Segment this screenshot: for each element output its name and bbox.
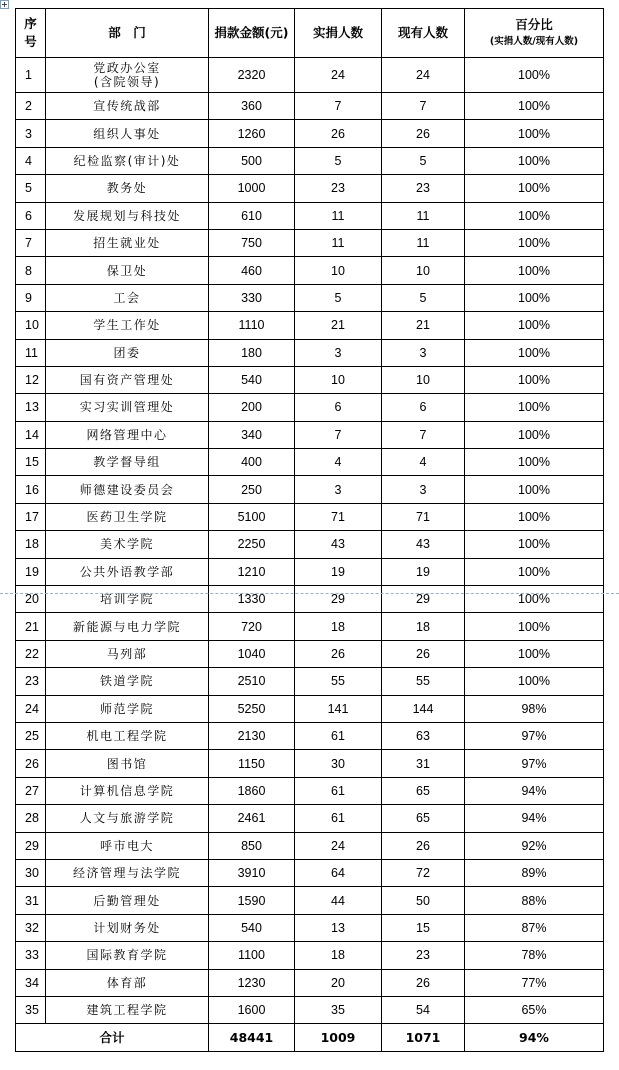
table-row bbox=[16, 777, 604, 804]
row-dept: 师范学院 bbox=[46, 695, 209, 722]
row-percent: 77% bbox=[465, 969, 604, 996]
header-amount: 捐款金额(元) bbox=[209, 9, 295, 58]
row-index: 34 bbox=[16, 969, 46, 996]
row-dept: 后勤管理处 bbox=[46, 887, 209, 914]
row-index: 21 bbox=[16, 613, 46, 640]
row-actual: 5 bbox=[295, 147, 382, 174]
row-actual: 5 bbox=[295, 284, 382, 311]
row-amount: 5250 bbox=[209, 695, 295, 722]
row-current: 23 bbox=[382, 942, 465, 969]
row-amount: 330 bbox=[209, 284, 295, 311]
row-current: 26 bbox=[382, 640, 465, 667]
row-actual: 29 bbox=[295, 586, 382, 613]
row-current: 55 bbox=[382, 668, 465, 695]
total-current: 1071 bbox=[382, 1024, 465, 1052]
row-current: 4 bbox=[382, 449, 465, 476]
row-dept: 建筑工程学院 bbox=[46, 996, 209, 1023]
row-percent: 100% bbox=[465, 93, 604, 120]
row-amount: 5100 bbox=[209, 503, 295, 530]
row-dept bbox=[46, 58, 209, 93]
row-dept: 实习实训管理处 bbox=[46, 394, 209, 421]
row-dept: 公共外语教学部 bbox=[46, 558, 209, 585]
total-label: 合计 bbox=[16, 1024, 209, 1052]
row-amount: 750 bbox=[209, 229, 295, 256]
row-actual: 3 bbox=[295, 476, 382, 503]
row-actual: 13 bbox=[295, 914, 382, 941]
row-dept: 网络管理中心 bbox=[46, 421, 209, 448]
row-current: 23 bbox=[382, 175, 465, 202]
row-actual: 44 bbox=[295, 887, 382, 914]
table-row bbox=[16, 887, 604, 914]
row-amount: 1040 bbox=[209, 640, 295, 667]
row-amount: 1600 bbox=[209, 996, 295, 1023]
row-amount: 360 bbox=[209, 93, 295, 120]
row-actual: 11 bbox=[295, 202, 382, 229]
table-row bbox=[16, 722, 604, 749]
row-amount: 2461 bbox=[209, 805, 295, 832]
row-actual: 35 bbox=[295, 996, 382, 1023]
row-index: 20 bbox=[16, 586, 46, 613]
row-amount: 1150 bbox=[209, 750, 295, 777]
row-current: 5 bbox=[382, 284, 465, 311]
row-current: 18 bbox=[382, 613, 465, 640]
row-index: 24 bbox=[16, 695, 46, 722]
row-percent: 100% bbox=[465, 147, 604, 174]
row-amount: 1260 bbox=[209, 120, 295, 147]
table-row bbox=[16, 695, 604, 722]
row-actual: 26 bbox=[295, 120, 382, 147]
table-row bbox=[16, 120, 604, 147]
table-row bbox=[16, 613, 604, 640]
table-row bbox=[16, 805, 604, 832]
row-amount: 1100 bbox=[209, 942, 295, 969]
row-amount: 250 bbox=[209, 476, 295, 503]
row-current: 10 bbox=[382, 366, 465, 393]
table-row bbox=[16, 394, 604, 421]
table-row bbox=[16, 558, 604, 585]
row-percent: 100% bbox=[465, 175, 604, 202]
row-percent: 100% bbox=[465, 476, 604, 503]
row-index: 12 bbox=[16, 366, 46, 393]
row-actual: 7 bbox=[295, 421, 382, 448]
header-current: 现有人数 bbox=[382, 9, 465, 58]
header-percent-sub: (实捐人数/现有人数) bbox=[489, 35, 579, 47]
row-dept: 图书馆 bbox=[46, 750, 209, 777]
row-percent: 100% bbox=[465, 202, 604, 229]
row-index: 3 bbox=[16, 120, 46, 147]
row-index: 14 bbox=[16, 421, 46, 448]
header-actual: 实捐人数 bbox=[295, 9, 382, 58]
row-current: 65 bbox=[382, 777, 465, 804]
row-current: 29 bbox=[382, 586, 465, 613]
row-actual: 6 bbox=[295, 394, 382, 421]
row-dept: 新能源与电力学院 bbox=[46, 613, 209, 640]
row-index: 18 bbox=[16, 531, 46, 558]
row-index: 28 bbox=[16, 805, 46, 832]
row-percent: 100% bbox=[465, 312, 604, 339]
header-percent bbox=[465, 9, 604, 58]
row-index: 15 bbox=[16, 449, 46, 476]
table-row bbox=[16, 969, 604, 996]
row-percent: 100% bbox=[465, 531, 604, 558]
row-amount: 2320 bbox=[209, 58, 295, 93]
row-actual: 3 bbox=[295, 339, 382, 366]
row-dept: 铁道学院 bbox=[46, 668, 209, 695]
row-dept: 教务处 bbox=[46, 175, 209, 202]
row-amount: 500 bbox=[209, 147, 295, 174]
row-percent: 100% bbox=[465, 339, 604, 366]
row-dept: 宣传统战部 bbox=[46, 93, 209, 120]
row-current: 7 bbox=[382, 93, 465, 120]
row-index: 6 bbox=[16, 202, 46, 229]
row-index: 16 bbox=[16, 476, 46, 503]
table-row bbox=[16, 58, 604, 93]
row-index: 11 bbox=[16, 339, 46, 366]
row-actual: 11 bbox=[295, 229, 382, 256]
row-index: 23 bbox=[16, 668, 46, 695]
row-percent: 100% bbox=[465, 284, 604, 311]
row-index: 5 bbox=[16, 175, 46, 202]
row-actual: 61 bbox=[295, 805, 382, 832]
row-actual: 20 bbox=[295, 969, 382, 996]
row-amount: 180 bbox=[209, 339, 295, 366]
row-actual: 24 bbox=[295, 58, 382, 93]
table-row bbox=[16, 175, 604, 202]
row-current: 72 bbox=[382, 859, 465, 886]
row-actual: 4 bbox=[295, 449, 382, 476]
table-row bbox=[16, 339, 604, 366]
row-percent: 97% bbox=[465, 750, 604, 777]
table-row bbox=[16, 93, 604, 120]
row-dept: 发展规划与科技处 bbox=[46, 202, 209, 229]
table-row bbox=[16, 586, 604, 613]
row-actual: 71 bbox=[295, 503, 382, 530]
total-percent: 94% bbox=[465, 1024, 604, 1052]
row-dept: 纪检监察(审计)处 bbox=[46, 147, 209, 174]
table-row bbox=[16, 531, 604, 558]
row-dept: 呼市电大 bbox=[46, 832, 209, 859]
table-row bbox=[16, 832, 604, 859]
row-percent: 100% bbox=[465, 120, 604, 147]
row-percent: 100% bbox=[465, 58, 604, 93]
row-percent: 88% bbox=[465, 887, 604, 914]
row-amount: 460 bbox=[209, 257, 295, 284]
row-actual: 23 bbox=[295, 175, 382, 202]
row-amount: 1860 bbox=[209, 777, 295, 804]
table-row bbox=[16, 229, 604, 256]
row-amount: 2130 bbox=[209, 722, 295, 749]
row-index: 29 bbox=[16, 832, 46, 859]
row-amount: 1230 bbox=[209, 969, 295, 996]
row-percent: 100% bbox=[465, 229, 604, 256]
row-dept: 经济管理与法学院 bbox=[46, 859, 209, 886]
row-dept: 学生工作处 bbox=[46, 312, 209, 339]
row-current: 11 bbox=[382, 202, 465, 229]
row-amount: 200 bbox=[209, 394, 295, 421]
row-percent: 94% bbox=[465, 777, 604, 804]
table-row bbox=[16, 449, 604, 476]
table-row bbox=[16, 640, 604, 667]
header-dept: 部 门 bbox=[46, 9, 209, 58]
row-current: 50 bbox=[382, 887, 465, 914]
row-index: 8 bbox=[16, 257, 46, 284]
row-actual: 18 bbox=[295, 613, 382, 640]
row-percent: 100% bbox=[465, 503, 604, 530]
row-index: 22 bbox=[16, 640, 46, 667]
row-current: 5 bbox=[382, 147, 465, 174]
row-amount: 540 bbox=[209, 914, 295, 941]
row-current: 144 bbox=[382, 695, 465, 722]
row-current: 3 bbox=[382, 476, 465, 503]
row-actual: 43 bbox=[295, 531, 382, 558]
row-dept: 教学督导组 bbox=[46, 449, 209, 476]
row-current: 10 bbox=[382, 257, 465, 284]
row-index: 25 bbox=[16, 722, 46, 749]
row-actual: 64 bbox=[295, 859, 382, 886]
row-actual: 26 bbox=[295, 640, 382, 667]
row-index: 10 bbox=[16, 312, 46, 339]
row-amount: 400 bbox=[209, 449, 295, 476]
row-index: 4 bbox=[16, 147, 46, 174]
header-percent-label: 百分比 bbox=[515, 16, 553, 32]
table-row bbox=[16, 312, 604, 339]
donation-table bbox=[15, 8, 604, 1052]
row-actual: 141 bbox=[295, 695, 382, 722]
table-row bbox=[16, 147, 604, 174]
row-dept: 体育部 bbox=[46, 969, 209, 996]
table-row bbox=[16, 421, 604, 448]
row-percent: 97% bbox=[465, 722, 604, 749]
row-current: 7 bbox=[382, 421, 465, 448]
row-actual: 55 bbox=[295, 668, 382, 695]
row-amount: 1210 bbox=[209, 558, 295, 585]
header-index-line2: 号 bbox=[24, 34, 37, 49]
total-amount: 48441 bbox=[209, 1024, 295, 1052]
row-index: 27 bbox=[16, 777, 46, 804]
row-dept: 马列部 bbox=[46, 640, 209, 667]
row-index: 9 bbox=[16, 284, 46, 311]
row-percent: 100% bbox=[465, 421, 604, 448]
row-current: 65 bbox=[382, 805, 465, 832]
row-index: 17 bbox=[16, 503, 46, 530]
row-percent: 78% bbox=[465, 942, 604, 969]
row-index: 31 bbox=[16, 887, 46, 914]
table-row bbox=[16, 202, 604, 229]
row-current: 26 bbox=[382, 969, 465, 996]
row-dept: 招生就业处 bbox=[46, 229, 209, 256]
row-amount: 2510 bbox=[209, 668, 295, 695]
row-dept: 人文与旅游学院 bbox=[46, 805, 209, 832]
row-index: 26 bbox=[16, 750, 46, 777]
table-header-row bbox=[16, 9, 604, 58]
table-row bbox=[16, 503, 604, 530]
table-row bbox=[16, 284, 604, 311]
table-move-handle-icon[interactable] bbox=[0, 0, 9, 9]
table-row bbox=[16, 750, 604, 777]
table-row bbox=[16, 914, 604, 941]
row-percent: 100% bbox=[465, 257, 604, 284]
row-amount: 1110 bbox=[209, 312, 295, 339]
row-percent: 65% bbox=[465, 996, 604, 1023]
total-row bbox=[16, 1024, 604, 1052]
row-percent: 100% bbox=[465, 366, 604, 393]
row-current: 31 bbox=[382, 750, 465, 777]
page-break-line bbox=[0, 593, 619, 594]
row-current: 63 bbox=[382, 722, 465, 749]
row-current: 6 bbox=[382, 394, 465, 421]
table-row bbox=[16, 942, 604, 969]
table-row bbox=[16, 257, 604, 284]
row-dept: 组织人事处 bbox=[46, 120, 209, 147]
row-current: 3 bbox=[382, 339, 465, 366]
row-current: 71 bbox=[382, 503, 465, 530]
row-current: 11 bbox=[382, 229, 465, 256]
row-current: 24 bbox=[382, 58, 465, 93]
row-amount: 340 bbox=[209, 421, 295, 448]
row-actual: 24 bbox=[295, 832, 382, 859]
row-percent: 98% bbox=[465, 695, 604, 722]
row-actual: 61 bbox=[295, 777, 382, 804]
row-dept: 培训学院 bbox=[46, 586, 209, 613]
row-actual: 61 bbox=[295, 722, 382, 749]
row-actual: 30 bbox=[295, 750, 382, 777]
row-actual: 21 bbox=[295, 312, 382, 339]
row-percent: 94% bbox=[465, 805, 604, 832]
row-actual: 7 bbox=[295, 93, 382, 120]
row-percent: 92% bbox=[465, 832, 604, 859]
row-index: 35 bbox=[16, 996, 46, 1023]
row-current: 54 bbox=[382, 996, 465, 1023]
row-percent: 100% bbox=[465, 668, 604, 695]
row-amount: 1590 bbox=[209, 887, 295, 914]
row-current: 26 bbox=[382, 832, 465, 859]
row-dept: 国际教育学院 bbox=[46, 942, 209, 969]
table-row bbox=[16, 668, 604, 695]
row-current: 19 bbox=[382, 558, 465, 585]
row-percent: 100% bbox=[465, 586, 604, 613]
row-index: 32 bbox=[16, 914, 46, 941]
row-dept: 团委 bbox=[46, 339, 209, 366]
table-row bbox=[16, 476, 604, 503]
row-amount: 720 bbox=[209, 613, 295, 640]
row-dept: 保卫处 bbox=[46, 257, 209, 284]
row-dept: 计划财务处 bbox=[46, 914, 209, 941]
row-percent: 100% bbox=[465, 640, 604, 667]
row-current: 43 bbox=[382, 531, 465, 558]
row-index: 1 bbox=[16, 58, 46, 93]
table-body bbox=[16, 58, 604, 1024]
row-dept: 国有资产管理处 bbox=[46, 366, 209, 393]
row-actual: 10 bbox=[295, 257, 382, 284]
row-actual: 18 bbox=[295, 942, 382, 969]
row-dept: 医药卫生学院 bbox=[46, 503, 209, 530]
row-dept: 工会 bbox=[46, 284, 209, 311]
row-percent: 87% bbox=[465, 914, 604, 941]
row-index: 13 bbox=[16, 394, 46, 421]
row-percent: 89% bbox=[465, 859, 604, 886]
row-dept: 美术学院 bbox=[46, 531, 209, 558]
row-amount: 540 bbox=[209, 366, 295, 393]
row-dept: 机电工程学院 bbox=[46, 722, 209, 749]
table-row bbox=[16, 366, 604, 393]
row-dept-line1: 党政办公室 bbox=[93, 61, 161, 75]
row-index: 19 bbox=[16, 558, 46, 585]
row-percent: 100% bbox=[465, 558, 604, 585]
row-percent: 100% bbox=[465, 449, 604, 476]
row-actual: 10 bbox=[295, 366, 382, 393]
row-index: 33 bbox=[16, 942, 46, 969]
row-dept-line2: (含院领导) bbox=[93, 75, 161, 89]
row-percent: 100% bbox=[465, 613, 604, 640]
total-actual: 1009 bbox=[295, 1024, 382, 1052]
row-current: 21 bbox=[382, 312, 465, 339]
row-amount: 850 bbox=[209, 832, 295, 859]
row-amount: 610 bbox=[209, 202, 295, 229]
header-index bbox=[16, 9, 46, 58]
row-index: 7 bbox=[16, 229, 46, 256]
row-amount: 3910 bbox=[209, 859, 295, 886]
row-actual: 19 bbox=[295, 558, 382, 585]
row-dept: 师德建设委员会 bbox=[46, 476, 209, 503]
row-amount: 2250 bbox=[209, 531, 295, 558]
row-index: 2 bbox=[16, 93, 46, 120]
row-amount: 1330 bbox=[209, 586, 295, 613]
table-row bbox=[16, 859, 604, 886]
row-amount: 1000 bbox=[209, 175, 295, 202]
row-index: 30 bbox=[16, 859, 46, 886]
row-percent: 100% bbox=[465, 394, 604, 421]
header-index-line1: 序 bbox=[24, 16, 37, 31]
table-row bbox=[16, 996, 604, 1023]
row-dept: 计算机信息学院 bbox=[46, 777, 209, 804]
row-current: 26 bbox=[382, 120, 465, 147]
row-current: 15 bbox=[382, 914, 465, 941]
